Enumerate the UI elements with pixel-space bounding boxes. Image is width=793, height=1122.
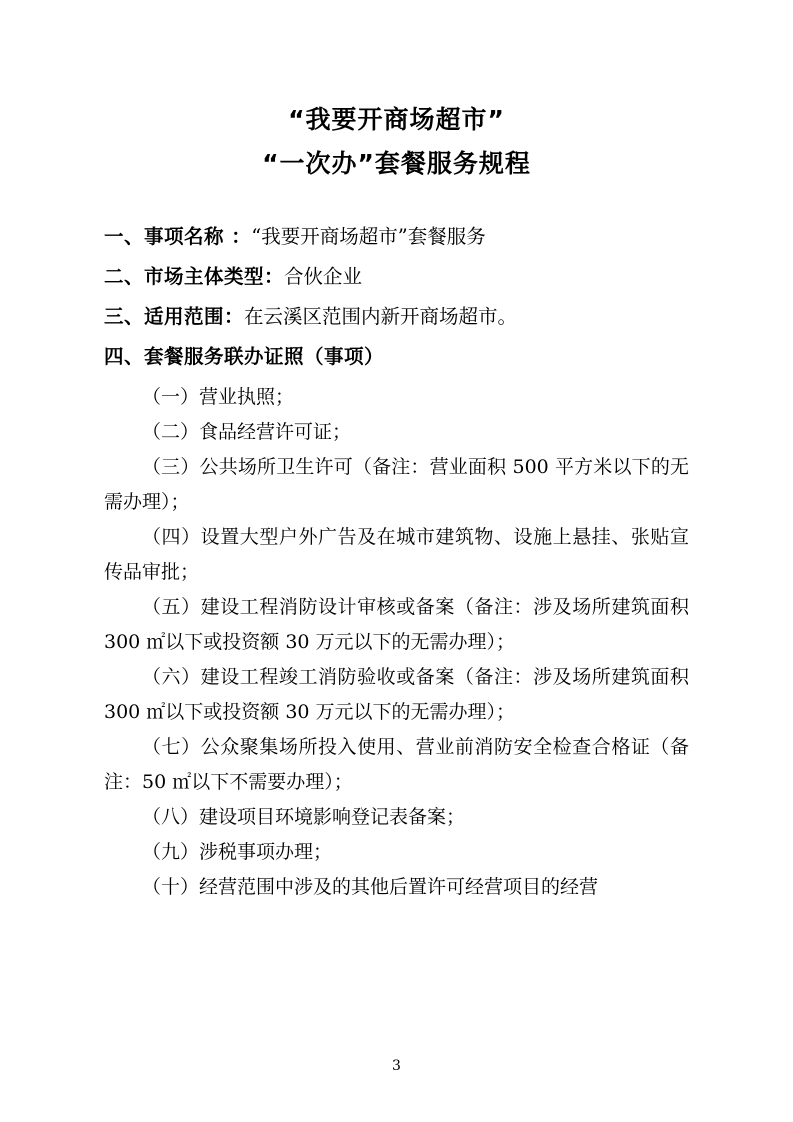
license-item-list — [104, 380, 689, 905]
section-value: 合伙企业 — [284, 265, 363, 288]
list-item: （五）建设工程消防设计审核或备案（备注：涉及场所建筑面积 300 ㎡以下或投资额 30 万元以下的无需办理）； — [104, 596, 689, 653]
list-item: （二）食品经营许可证； — [142, 421, 352, 443]
page-number: 3 — [392, 1058, 401, 1074]
section-label: 二、市场主体类型： — [104, 265, 285, 288]
list-item: （十）经营范围中涉及的其他后置许可经营项目的经营 — [142, 876, 599, 898]
title-line-2: “一次办”套餐服务规程 — [262, 149, 531, 178]
list-item: （七）公众聚集场所投入使用、营业前消防安全检查合格证（备注：50 ㎡以下不需要办理）； — [104, 736, 689, 793]
section-label: 三、适用范围： — [104, 305, 245, 328]
list-item: （八）建设项目环境影响登记表备案； — [142, 806, 466, 828]
section-scope — [104, 300, 689, 333]
list-item: （四）设置大型户外广告及在城市建筑物、设施上悬挂、张贴宣传品审批； — [104, 526, 689, 583]
list-item: （三）公共场所卫生许可（备注：营业面积 500 平方米以下的无需办理）； — [104, 456, 689, 513]
section-item-name — [104, 220, 689, 253]
list-item: （一）营业执照； — [142, 386, 295, 408]
section-value: “我要开商场超市”套餐服务 — [251, 225, 486, 248]
title-line-1: “我要开商场超市” — [288, 105, 505, 134]
section-licenses-heading — [104, 340, 689, 373]
section-entity-type — [104, 260, 689, 293]
document-title — [104, 98, 689, 186]
list-item: （六）建设工程竣工消防验收或备案（备注：涉及场所建筑面积 300 ㎡以下或投资额 30 万元以下的无需办理）； — [104, 666, 689, 723]
section-value: 在云溪区范围内新开商场超市。 — [244, 305, 518, 328]
list-item: （九）涉税事项办理； — [142, 841, 333, 863]
section-label: 四、套餐服务联办证照（事项） — [104, 345, 385, 368]
section-label: 一、事项名称 ： — [104, 225, 252, 248]
